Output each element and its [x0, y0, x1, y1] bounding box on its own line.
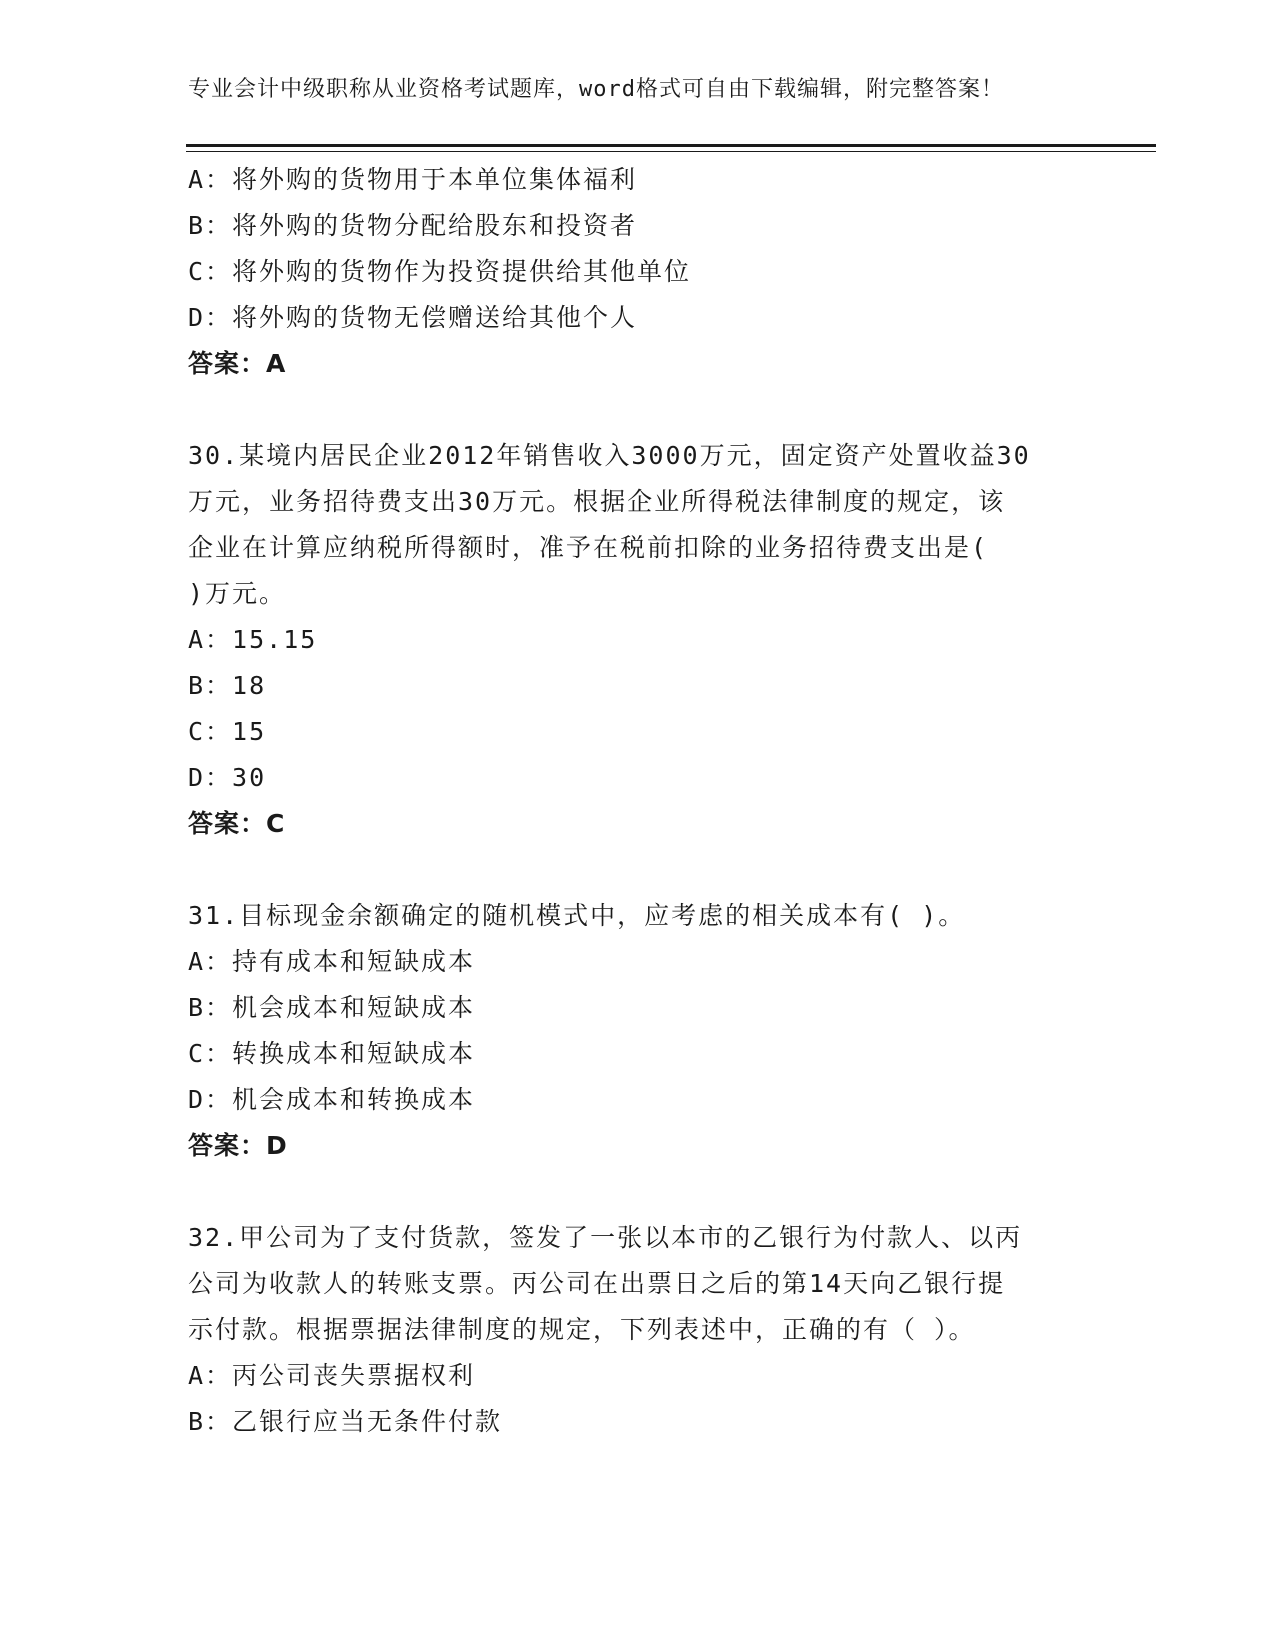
option-b: B：将外购的货物分配给股东和投资者: [188, 211, 638, 240]
option-a: A：15.15: [188, 625, 318, 654]
spacer: [188, 847, 1088, 893]
answer: 答案：A: [188, 349, 287, 378]
question-content: [188, 157, 1088, 1445]
option-a: A：持有成本和短缺成本: [188, 947, 476, 976]
question-stem-line: 万元，业务招待费支出30万元。根据企业所得税法律制度的规定，该: [188, 487, 1006, 516]
option-b: B：机会成本和短缺成本: [188, 993, 476, 1022]
page-header: 专业会计中级职称从业资格考试题库，word格式可自由下载编辑，附完整答案！: [188, 77, 1004, 102]
header-rule-thick: [186, 144, 1156, 147]
spacer: [188, 1169, 1088, 1215]
option-d: D：机会成本和转换成本: [188, 1085, 476, 1114]
answer: 答案：D: [188, 1131, 288, 1160]
option-a: A：丙公司丧失票据权利: [188, 1361, 476, 1390]
option-d: D：30: [188, 763, 267, 792]
question-stem-line: 企业在计算应纳税所得额时，准予在税前扣除的业务招待费支出是(: [188, 533, 989, 562]
question-stem-line: 示付款。根据票据法律制度的规定，下列表述中，正确的有（ ）。: [188, 1315, 976, 1344]
option-b: B：乙银行应当无条件付款: [188, 1407, 503, 1436]
question-stem-line: 32.甲公司为了支付货款，签发了一张以本市的乙银行为付款人、以丙: [188, 1223, 1023, 1252]
option-c: C：转换成本和短缺成本: [188, 1039, 476, 1068]
question-stem-line: )万元。: [188, 579, 287, 608]
spacer: [188, 387, 1088, 433]
question-stem-line: 31.目标现金余额确定的随机模式中，应考虑的相关成本有( )。: [188, 901, 966, 930]
question-29: [188, 157, 1088, 387]
answer: 答案：C: [188, 809, 286, 838]
option-d: D：将外购的货物无偿赠送给其他个人: [188, 303, 638, 332]
option-a: A：将外购的货物用于本单位集体福利: [188, 165, 638, 194]
option-c: C：15: [188, 717, 267, 746]
question-31: [188, 893, 1088, 1169]
header-rule-thin: [186, 151, 1156, 152]
option-c: C：将外购的货物作为投资提供给其他单位: [188, 257, 692, 286]
question-32: [188, 1215, 1088, 1445]
question-30: [188, 433, 1088, 847]
option-b: B：18: [188, 671, 267, 700]
question-stem-line: 30.某境内居民企业2012年销售收入3000万元，固定资产处置收益30: [188, 441, 1031, 470]
question-stem-line: 公司为收款人的转账支票。丙公司在出票日之后的第14天向乙银行提: [188, 1269, 1006, 1298]
